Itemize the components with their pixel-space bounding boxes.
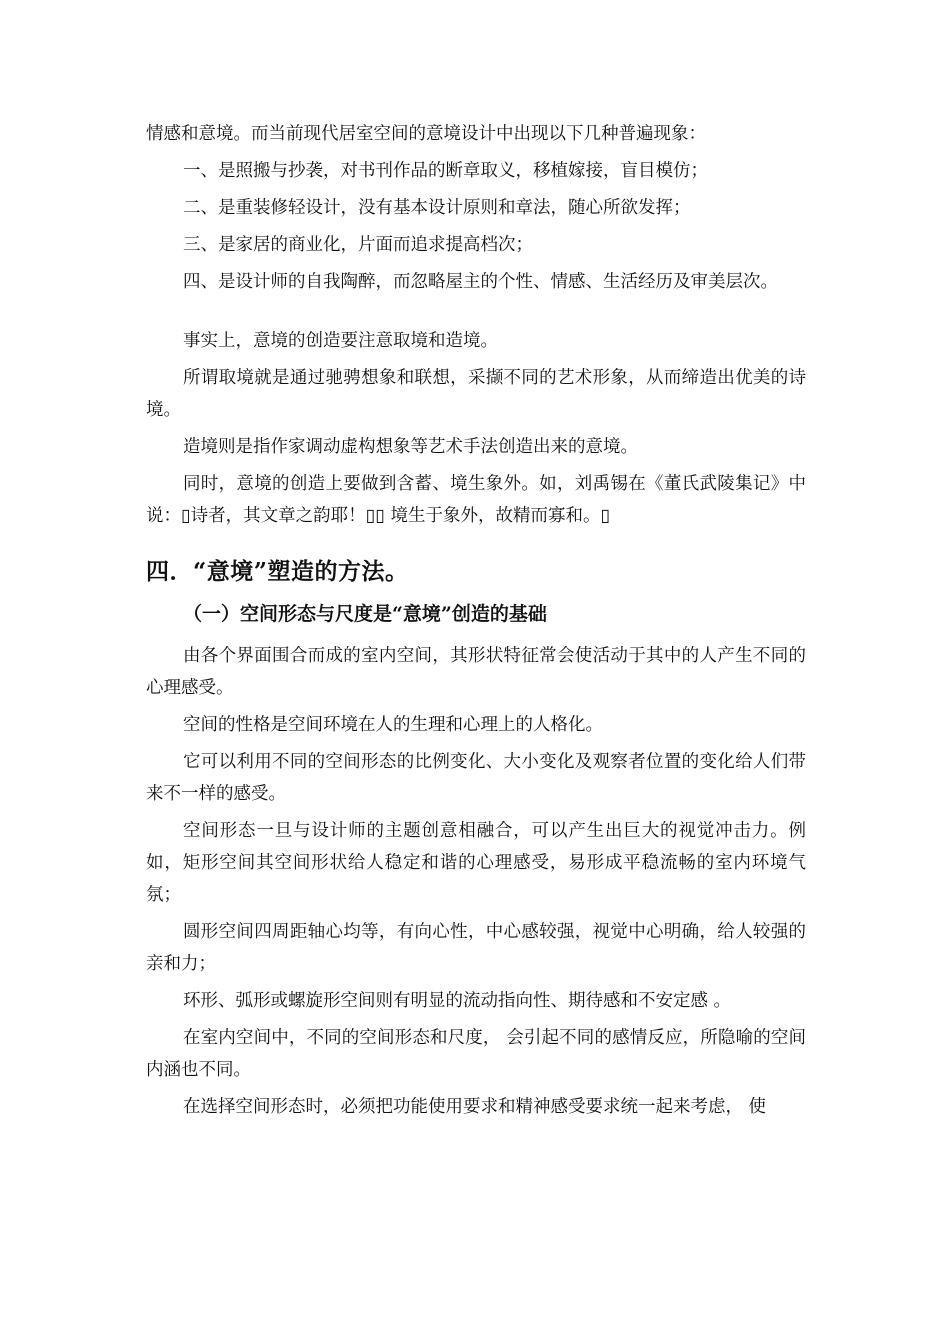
paragraph-proportion: 它可以利用不同的空间形态的比例变化、大小变化及观察者位置的变化给人们带来不一样的感受。 <box>146 752 806 804</box>
paragraph-space-character: 空间的性格是空间环境在人的生理和心理上的人格化。 <box>183 715 603 735</box>
paragraph-qujing: 所谓取境就是通过驰骋想象和联想，采撷不同的艺术形象，从而缔造出优美的诗境。 <box>146 368 806 420</box>
paragraph-zaojing: 造境则是指作家调动虚构想象等艺术手法创造出来的意境。 <box>183 437 638 457</box>
paragraph-rectangle: 空间形态一旦与设计师的主题创意相融合，可以产生出巨大的视觉冲击力。例如，矩形空间其空间形状给人稳定和谐的心理感受，易形成平稳流畅的室内环境气氛； <box>146 821 806 905</box>
paragraph-interior: 在室内空间中，不同的空间形态和尺度， 会引起不同的感情反应，所隐喻的空间内涵也不同。 <box>146 1028 806 1080</box>
paragraph-intro: 情感和意境。而当前现代居室空间的意境设计中出现以下几种普遍现象： <box>146 124 706 144</box>
paragraph-quyu-zaojing: 事实上，意境的创造要注意取境和造境。 <box>183 331 498 351</box>
list-item-1: 一、是照搬与抄袭，对书刊作品的断章取义，移植嫁接，盲目模仿； <box>183 161 708 181</box>
paragraph-ring: 环形、弧形或螺旋形空间则有明显的流动指向性、期待感和不安定感 。 <box>183 991 732 1011</box>
document-page <box>146 118 806 1128</box>
paragraph-circle: 圆形空间四周距轴心均等，有向心性，中心感较强，视觉中心明确，给人较强的亲和力； <box>146 922 806 974</box>
section-heading-4: 四．“意境”塑造的方法。 <box>146 558 409 585</box>
list-item-2: 二、是重装修轻设计，没有基本设计原则和章法，随心所欲发挥； <box>183 198 691 218</box>
paragraph-select-form: 在选择空间形态时，必须把功能使用要求和精神感受要求统一起来考虑， 使 <box>183 1097 767 1117</box>
list-item-4: 四、是设计师的自我陶醉，而忽略屋主的个性、情感、生活经历及审美层次。 <box>183 272 778 292</box>
paragraph-hanxu: 同时，意境的创造上要做到含蓄、境生象外。如，刘禹锡在《董氏武陵集记》中说：▯诗者，其文章之韵耶！▯▯ 境生于象外，故精而寡和。▯ <box>146 474 806 526</box>
subsection-heading-1: （一）空间形态与尺度是“意境”创造的基础 <box>183 603 547 625</box>
list-item-3: 三、是家居的商业化，片面而追求提高档次； <box>183 235 533 255</box>
paragraph-gap <box>146 303 806 325</box>
paragraph-space-shape: 由各个界面围合而成的室内空间，其形状特征常会使活动于其中的人产生不同的心理感受。 <box>146 646 806 698</box>
